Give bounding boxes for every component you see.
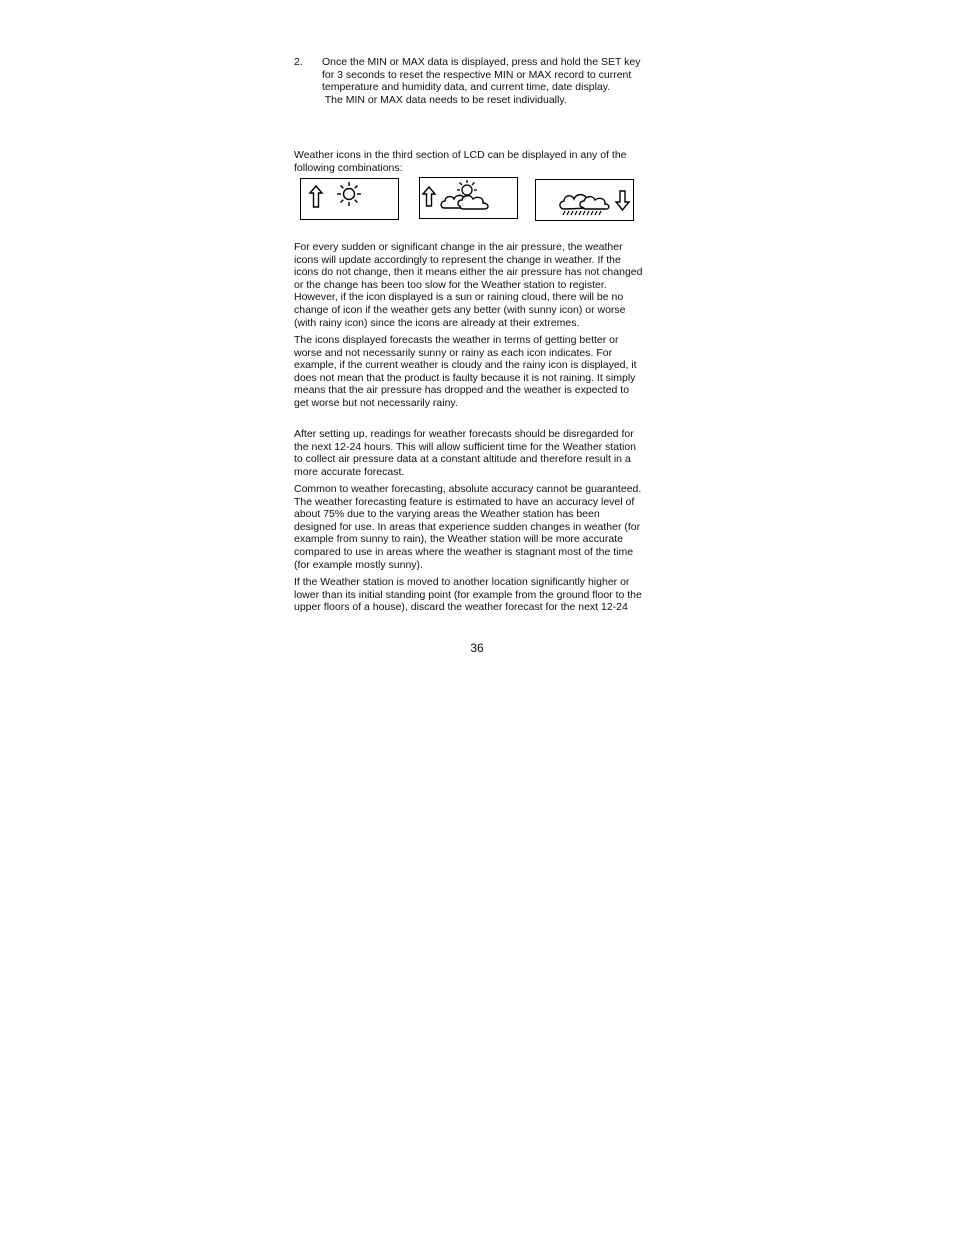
text-line: change of icon if the weather gets any better (with sunny icon) or worse bbox=[294, 303, 626, 316]
icon-combination-rainy bbox=[535, 179, 634, 221]
list-item-text bbox=[322, 56, 662, 106]
text-line: Weather icons in the third section of LCD can be displayed in any of the bbox=[294, 149, 627, 161]
text-line: for 3 seconds to reset the respective MIN or MAX record to current bbox=[322, 68, 632, 81]
text-line: get worse but not necessarily rainy. bbox=[294, 396, 458, 409]
sun-icon bbox=[337, 182, 361, 206]
down-arrow-icon bbox=[616, 191, 629, 210]
text-line: worse and not necessarily sunny or rainy as each icon indicates. For bbox=[294, 346, 613, 359]
text-line: example from sunny to rain), the Weather station will be more accurate bbox=[294, 533, 623, 546]
text-line: temperature and humidity data, and current time, date display. bbox=[322, 81, 611, 94]
page-number: 36 bbox=[470, 641, 484, 655]
text-line: or the change has been too slow for the Weather station to register. bbox=[294, 278, 607, 291]
up-arrow-icon bbox=[310, 186, 322, 207]
text-line: designed for use. In areas that experience sudden changes in weather (for bbox=[294, 520, 641, 533]
paragraph-setup-disregard bbox=[294, 428, 664, 478]
paragraph-icon-forecast bbox=[294, 334, 664, 410]
text-line: icons do not change, then it means either the air pressure has not changed bbox=[294, 266, 643, 279]
text-line: to collect air pressure data at a constant altitude and therefore result in a bbox=[294, 453, 631, 466]
text-line: lower than its initial standing point (for example from the ground floor to the bbox=[294, 588, 642, 601]
paragraph-pressure-change bbox=[294, 241, 664, 329]
text-line: The MIN or MAX data needs to be reset individually. bbox=[322, 93, 567, 106]
up-arrow-icon bbox=[423, 187, 435, 206]
icon-combination-sunny bbox=[300, 178, 399, 220]
text-line: If the Weather station is moved to another location significantly higher or bbox=[294, 576, 630, 588]
sun-cloud-icon bbox=[441, 180, 488, 209]
text-line: The icons displayed forecasts the weather in terms of getting better or bbox=[294, 334, 619, 346]
intro-paragraph bbox=[294, 149, 664, 174]
text-line: However, if the icon displayed is a sun or raining cloud, there will be no bbox=[294, 291, 624, 304]
text-line: icons will update accordingly to represent the change in weather. If the bbox=[294, 253, 621, 266]
text-line: compared to use in areas where the weather is stagnant most of the time bbox=[294, 545, 634, 558]
text-line: For every sudden or significant change in the air pressure, the weather bbox=[294, 241, 623, 253]
text-line: means that the air pressure has dropped and the weather is expected to bbox=[294, 384, 630, 397]
text-line: following combinations: bbox=[294, 161, 403, 174]
text-line: about 75% due to the varying areas the Weather station has been bbox=[294, 508, 600, 521]
text-line: more accurate forecast. bbox=[294, 465, 405, 478]
text-line: Common to weather forecasting, absolute accuracy cannot be guaranteed. bbox=[294, 483, 642, 495]
text-line: the next 12-24 hours. This will allow sufficient time for the Weather station bbox=[294, 440, 637, 453]
text-line: does not mean that the product is faulty because it is not raining. It simply bbox=[294, 371, 636, 384]
rain-cloud-icon bbox=[560, 195, 609, 215]
text-line: upper floors of a house), discard the weather forecast for the next 12-24 bbox=[294, 601, 628, 614]
paragraph-relocation bbox=[294, 576, 664, 614]
paragraph-accuracy bbox=[294, 483, 664, 571]
text-line: (with rainy icon) since the icons are already at their extremes. bbox=[294, 316, 580, 329]
text-line: The weather forecasting feature is estimated to have an accuracy level of bbox=[294, 495, 635, 508]
text-line: example, if the current weather is cloudy and the rainy icon is displayed, it bbox=[294, 359, 637, 372]
text-line: Once the MIN or MAX data is displayed, press and hold the SET key bbox=[322, 56, 641, 68]
icon-combination-cloudy bbox=[419, 177, 518, 219]
list-number: 2. bbox=[294, 56, 303, 68]
text-line: After setting up, readings for weather forecasts should be disregarded for bbox=[294, 428, 634, 440]
text-line: (for example mostly sunny). bbox=[294, 558, 423, 571]
